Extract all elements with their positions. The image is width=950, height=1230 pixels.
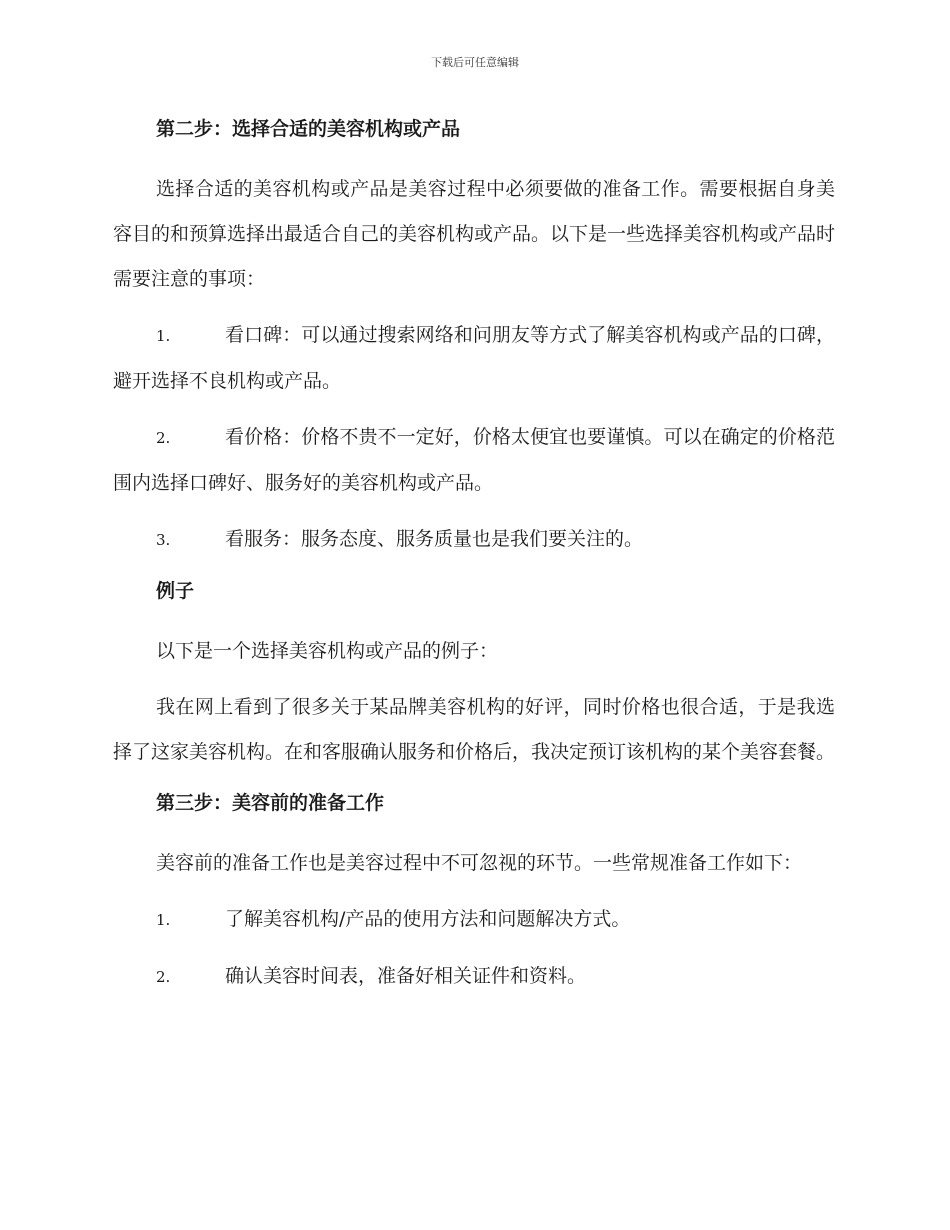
- list-item-text: 确认美容时间表，准备好相关证件和资料。: [225, 965, 587, 987]
- document-body: [113, 112, 835, 1011]
- list-item: [113, 954, 835, 1000]
- list-item-text: 看服务：服务态度、服务质量也是我们要关注的。: [225, 528, 644, 550]
- list-item: [113, 897, 835, 943]
- list-number: 2.: [156, 429, 171, 447]
- list-number: 1.: [156, 911, 171, 929]
- list-item: [113, 313, 835, 404]
- section-heading-step3: 第三步：美容前的准备工作: [156, 792, 385, 814]
- list-number: 3.: [156, 531, 171, 549]
- list-number: 1.: [156, 327, 171, 345]
- list-item: [113, 517, 835, 563]
- list-item-text: 了解美容机构/产品的使用方法和问题解决方式。: [225, 908, 631, 930]
- list-number: 2.: [156, 968, 171, 986]
- list-item-text: 看价格：价格不贵不一定好，价格太便宜也要谨慎。可以在确定的价格范围内选择口碑好、服务好的美容机构或产品。: [113, 426, 835, 494]
- list-item-text: 看口碑：可以通过搜索网络和问朋友等方式了解美容机构或产品的口碑，避开选择不良机构或产品。: [113, 324, 835, 392]
- section-heading-example: 例子: [156, 580, 195, 602]
- paragraph-example-intro: 以下是一个选择美容机构或产品的例子：: [156, 640, 499, 662]
- paragraph-step2-intro: 选择合适的美容机构或产品是美容过程中必须要做的准备工作。需要根据自身美容目的和预算选择出最适合自己的美容机构或产品。以下是一些选择美容机构或产品时需要注意的事项：: [113, 178, 836, 290]
- page-header: 下载后可任意编辑: [431, 56, 519, 69]
- section-heading-step2: 第二步：选择合适的美容机构或产品: [156, 118, 461, 140]
- paragraph-example-body: 我在网上看到了很多关于某品牌美容机构的好评，同时价格也很合适，于是我选择了这家美容机构。在和客服确认服务和价格后，我决定预订该机构的某个美容套餐。: [113, 696, 836, 763]
- list-item: [113, 415, 835, 506]
- paragraph-step3-intro: 美容前的准备工作也是美容过程中不可忽视的环节。一些常规准备工作如下：: [156, 852, 803, 874]
